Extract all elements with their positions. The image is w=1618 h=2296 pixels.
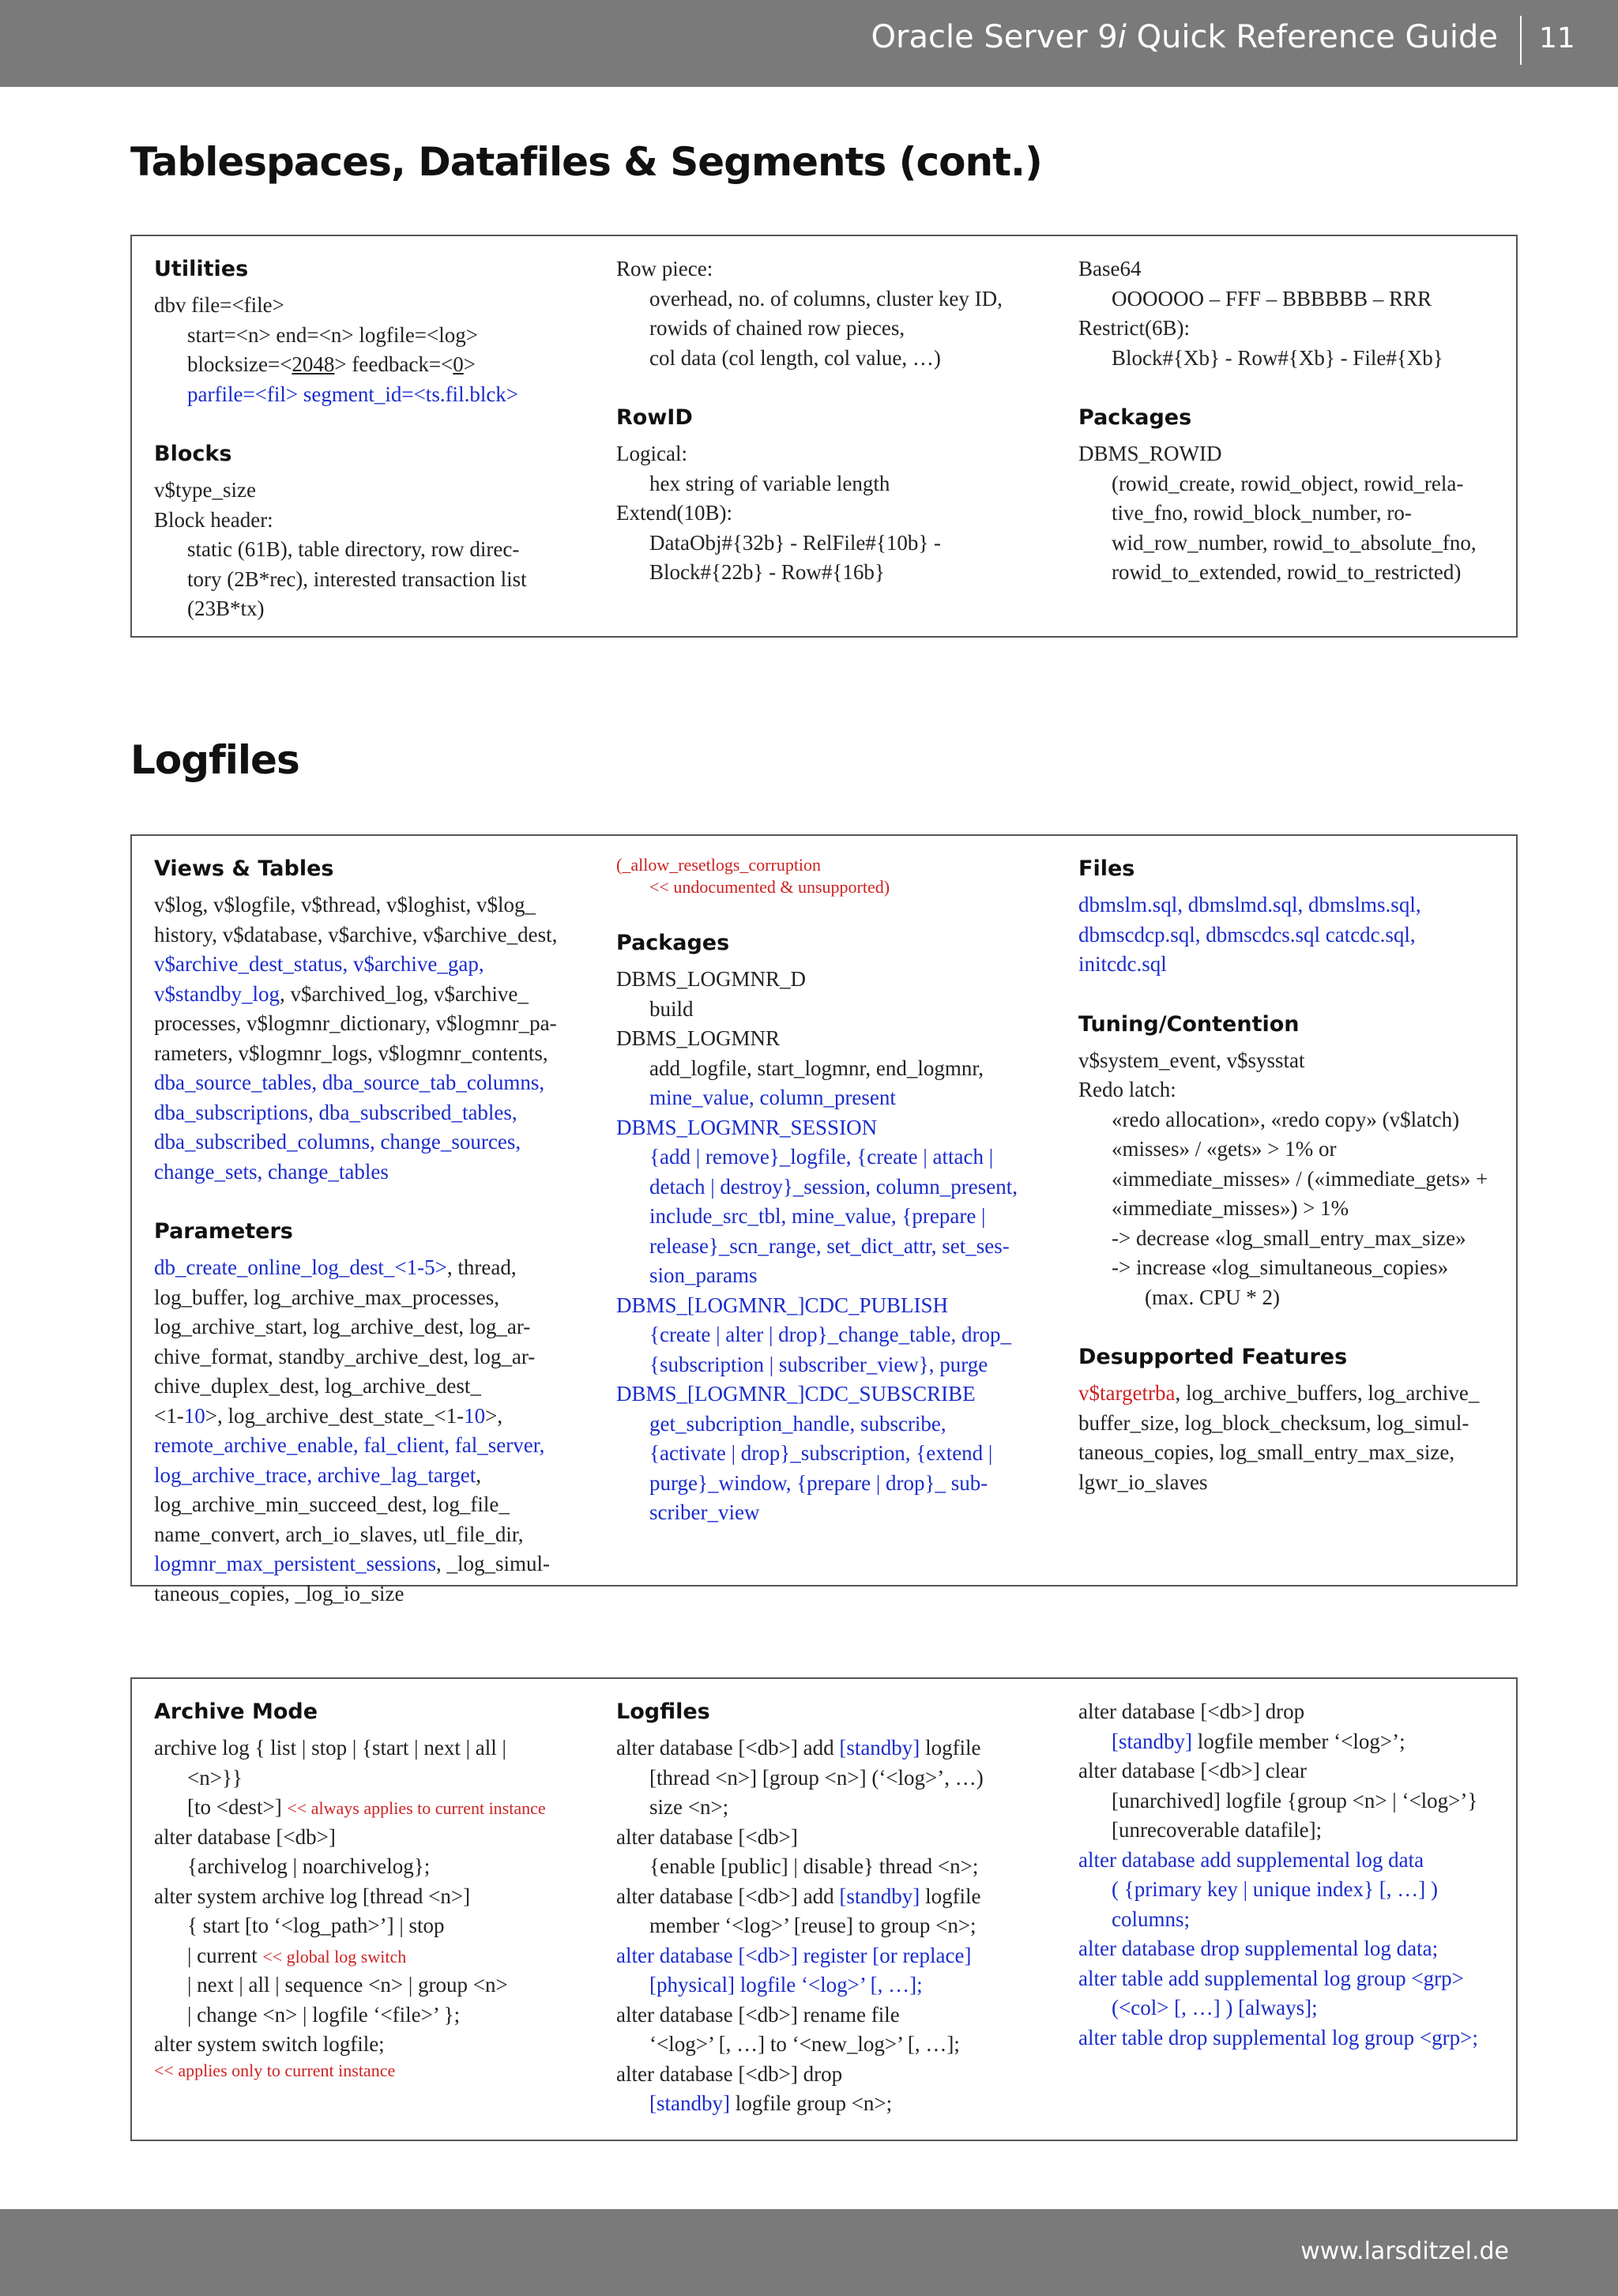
text-line: col data (col length, col value, …): [649, 345, 941, 370]
text-line: | change <n> | logfile ‘<file>’ };: [187, 2002, 461, 2027]
text-line: lgwr_io_slaves: [1078, 1470, 1208, 1494]
text-line: dbmslm.sql, dbmslmd.sql, dbmslms.sql,: [1078, 893, 1421, 917]
text-line: alter database [<db>]: [154, 1824, 336, 1849]
text-line: Row piece:: [616, 257, 713, 280]
text-line: v$system_event, v$sysstat: [1078, 1048, 1305, 1072]
text-line: (23B*tx): [187, 597, 265, 620]
logmnr-packages-column: [616, 855, 1059, 1529]
text-line: | current << global log switch: [187, 1943, 407, 1967]
text-line: change_sets, change_tables: [154, 1159, 389, 1184]
text-line: (max. CPU * 2): [1145, 1285, 1280, 1309]
text-line: <n>}}: [187, 1765, 243, 1790]
text-line: ( {primary key | unique index} [, …] ): [1112, 1877, 1438, 1901]
text-line: { start [to ‘<log_path>’] | stop: [187, 1914, 445, 1937]
text-line: <1-10>, log_archive_dest_state_<1-10>,: [154, 1403, 503, 1428]
logfiles-commands-column: [616, 1698, 1059, 2120]
text-line: static (61B), table directory, row direc-: [187, 537, 520, 561]
text-line: alter table add supplemental log group <grp>: [1078, 1966, 1464, 1990]
text-line: DBMS_[LOGMNR_]CDC_PUBLISH: [616, 1293, 949, 1317]
text-line: DBMS_ROWID: [1078, 442, 1222, 465]
text-line: log_archive_trace, archive_lag_target,: [154, 1462, 482, 1487]
text-line: (_allow_resetlogs_corruption: [616, 855, 822, 875]
text-line: «redo allocation», «redo copy» (v$latch): [1112, 1107, 1460, 1131]
archive-logfiles-box: [130, 1677, 1518, 2141]
text-line: dbv file=<file>: [154, 293, 284, 317]
text-line: purge}_window, {prepare | drop}_ sub-: [649, 1470, 988, 1495]
text-line: log_buffer, log_archive_max_processes,: [154, 1285, 500, 1309]
text-line: Redo latch:: [1078, 1078, 1176, 1101]
text-line: v$targetrba, log_archive_buffers, log_archive_: [1078, 1381, 1480, 1405]
text-line: {enable [public] | disable} thread <n>;: [649, 1854, 979, 1878]
text-line: «immediate_misses» / («immediate_gets» +: [1112, 1166, 1488, 1191]
desupported-heading: Desupported Features: [1078, 1345, 1348, 1369]
text-line: alter table drop supplemental log group <grp>;: [1078, 2025, 1478, 2049]
archive-mode-column: [154, 1698, 596, 2083]
text-line: << applies only to current instance: [154, 2060, 396, 2080]
text-line: alter database [<db>] add [standby] logfile: [616, 1736, 981, 1760]
text-line: blocksize=<2048> feedback=<0>: [187, 352, 476, 376]
text-line: dba_subscriptions, dba_subscribed_tables,: [154, 1100, 517, 1124]
text-line: history, v$database, v$archive, v$archive_dest,: [154, 922, 558, 947]
text-line: start=<n> end=<n> logfile=<log>: [187, 322, 478, 347]
text-line: [standby] logfile member ‘<log>’;: [1112, 1729, 1405, 1753]
text-line: << undocumented & unsupported): [649, 877, 890, 897]
page-footer: [0, 2209, 1618, 2296]
text-line: {add | remove}_logfile, {create | attach |: [649, 1145, 994, 1169]
text-line: member ‘<log>’ [reuse] to group <n>;: [649, 1914, 976, 1937]
files-heading: Files: [1078, 856, 1135, 881]
text-line: chive_format, standby_archive_dest, log_ar-: [154, 1344, 536, 1368]
text-line: size <n>;: [649, 1795, 729, 1819]
tuning-heading: Tuning/Contention: [1078, 1011, 1300, 1037]
base64-column: [1078, 255, 1521, 589]
files-column: [1078, 855, 1521, 1498]
text-line: {archivelog | noarchivelog};: [187, 1854, 431, 1878]
text-line: [to <dest>] << always applies to current instance: [187, 1795, 546, 1819]
text-line: alter database [<db>]: [616, 1824, 798, 1849]
rowpiece-column: [616, 255, 1059, 589]
text-line: processes, v$logmnr_dictionary, v$logmnr_pa-: [154, 1011, 557, 1035]
text-line: {activate | drop}_subscription, {extend |: [649, 1441, 993, 1465]
text-line: «immediate_misses») > 1%: [1112, 1196, 1349, 1220]
parameters-heading: Parameters: [154, 1219, 293, 1244]
text-line: [unrecoverable datafile];: [1112, 1818, 1323, 1842]
text-line: ‘<log>’ [, …] to ‘<new_log>’ [, …];: [649, 2032, 960, 2056]
text-line: columns;: [1112, 1906, 1190, 1931]
text-line: overhead, no. of columns, cluster key ID,: [649, 286, 1003, 311]
text-line: Extend(10B):: [616, 501, 732, 525]
text-line: chive_duplex_dest, log_archive_dest_: [154, 1374, 481, 1398]
text-line: «misses» / «gets» > 1% or: [1112, 1137, 1337, 1161]
utilities-heading: Utilities: [154, 257, 249, 281]
page-number: 11: [1539, 22, 1575, 55]
text-line: alter system archive log [thread <n>]: [154, 1884, 471, 1908]
text-line: alter database [<db>] drop: [616, 2061, 843, 2086]
text-line: Block header:: [154, 507, 273, 532]
text-line: hex string of variable length: [649, 471, 890, 495]
text-line: initcdc.sql: [1078, 952, 1167, 976]
text-line: rameters, v$logmnr_logs, v$logmnr_contents,: [154, 1041, 548, 1065]
text-line: detach | destroy}_session, column_present,: [649, 1174, 1018, 1199]
text-line: alter database [<db>] clear: [1078, 1759, 1308, 1782]
tablespaces-box: [130, 235, 1518, 638]
text-line: DBMS_LOGMNR_SESSION: [616, 1115, 878, 1139]
text-line: rowid_to_extended, rowid_to_restricted): [1112, 560, 1462, 584]
text-line: wid_row_number, rowid_to_absolute_fno,: [1112, 530, 1477, 555]
text-line: dbmscdcp.sql, dbmscdcs.sql catcdc.sql,: [1078, 922, 1416, 947]
text-line: DBMS_[LOGMNR_]CDC_SUBSCRIBE: [616, 1382, 976, 1406]
text-line: buffer_size, log_block_checksum, log_simul-: [1078, 1410, 1469, 1435]
text-line: Block#{Xb} - Row#{Xb} - File#{Xb}: [1112, 345, 1443, 370]
text-line: alter database [<db>] add [standby] logfile: [616, 1884, 981, 1908]
text-line: add_logfile, start_logmnr, end_logmnr,: [649, 1056, 984, 1080]
text-line: DBMS_LOGMNR: [616, 1026, 781, 1050]
text-line: rowids of chained row pieces,: [649, 316, 905, 340]
text-line: [unarchived] logfile {group <n> | ‘<log>’}: [1112, 1788, 1478, 1812]
text-line: v$type_size: [154, 478, 256, 502]
text-line: dba_source_tables, dba_source_tab_columns,: [154, 1071, 545, 1094]
text-line: -> increase «log_simultaneous_copies»: [1112, 1255, 1449, 1279]
text-line: [thread <n>] [group <n>] (‘<log>’, …): [649, 1765, 984, 1790]
footer-url: www.larsditzel.de: [1300, 2238, 1509, 2265]
views-heading: Views & Tables: [154, 856, 334, 881]
text-line: include_src_tbl, mine_value, {prepare |: [649, 1204, 986, 1228]
text-line: get_subcription_handle, subscribe,: [649, 1411, 946, 1436]
packages-heading: Packages: [1078, 405, 1192, 430]
text-line: DBMS_LOGMNR_D: [616, 967, 807, 991]
rowid-heading: RowID: [616, 405, 693, 430]
text-line: taneous_copies, log_small_entry_max_size,: [1078, 1440, 1455, 1464]
text-line: OOOOOO – FFF – BBBBBB – RRR: [1112, 286, 1432, 311]
text-line: -> decrease «log_small_entry_max_size»: [1112, 1225, 1466, 1250]
text-line: scriber_view: [649, 1500, 760, 1524]
text-line: DataObj#{32b} - RelFile#{10b} -: [649, 530, 942, 555]
text-line: v$standby_log, v$archived_log, v$archive_: [154, 981, 529, 1006]
text-line: {subscription | subscriber_view}, purge: [649, 1352, 988, 1376]
text-line: [physical] logfile ‘<log>’ [, …];: [649, 1973, 923, 1997]
text-line: alter system switch logfile;: [154, 2032, 385, 2056]
text-line: (<col> [, …] ) [always];: [1112, 1996, 1318, 2019]
text-line: mine_value, column_present: [649, 1086, 896, 1109]
utilities-column: [154, 255, 596, 625]
text-line: alter database drop supplemental log data;: [1078, 1937, 1439, 1960]
text-line: Logical:: [616, 442, 687, 465]
text-line: {create | alter | drop}_change_table, drop_: [649, 1323, 1012, 1346]
text-line: (rowid_create, rowid_object, rowid_rela-: [1112, 471, 1464, 495]
header-separator: [1520, 16, 1522, 65]
logfiles-heading: Logfiles: [616, 1699, 710, 1724]
text-line: v$log, v$logfile, v$thread, v$loghist, v$log_: [154, 893, 536, 917]
text-line: sion_params: [649, 1263, 758, 1287]
text-line: [standby] logfile group <n>;: [649, 2091, 893, 2115]
text-line: archive log { list | stop | {start | next | all |: [154, 1736, 506, 1760]
text-line: alter database [<db>] register [or replace]: [616, 1943, 972, 1967]
text-line: build: [649, 996, 694, 1021]
text-line: Block#{22b} - Row#{16b}: [649, 560, 885, 584]
text-line: | next | all | sequence <n> | group <n>: [187, 1973, 508, 1997]
page-header: [0, 0, 1618, 87]
supplemental-column: [1078, 1698, 1521, 2053]
blocks-heading: Blocks: [154, 442, 232, 466]
text-line: parfile=<fil> segment_id=<ts.fil.blck>: [187, 382, 519, 406]
text-line: alter database add supplemental log data: [1078, 1847, 1424, 1872]
text-line: tory (2B*rec), interested transaction list: [187, 566, 527, 591]
text-line: dba_subscribed_columns, change_sources,: [154, 1130, 521, 1154]
logmnr-packages-heading: Packages: [616, 931, 730, 955]
section-title-tablespaces: Tablespaces, Datafiles & Segments (cont.): [130, 139, 1042, 185]
text-line: taneous_copies, _log_io_size: [154, 1581, 404, 1605]
text-line: logmnr_max_persistent_sessions, _log_simul-: [154, 1552, 550, 1575]
text-line: release}_scn_range, set_dict_attr, set_ses-: [649, 1233, 1010, 1258]
text-line: log_archive_start, log_archive_dest, log_ar-: [154, 1315, 531, 1338]
text-line: alter database [<db>] drop: [1078, 1699, 1305, 1723]
logfiles-box: [130, 834, 1518, 1605]
text-line: remote_archive_enable, fal_client, fal_server,: [154, 1433, 545, 1457]
text-line: db_create_online_log_dest_<1-5>, thread,: [154, 1255, 517, 1279]
text-line: tive_fno, rowid_block_number, ro-: [1112, 501, 1412, 525]
text-line: Restrict(6B):: [1078, 316, 1190, 340]
text-line: name_convert, arch_io_slaves, utl_file_dir,: [154, 1522, 524, 1546]
section-title-logfiles: Logfiles: [130, 737, 299, 783]
views-column: [154, 855, 596, 1609]
archive-mode-heading: Archive Mode: [154, 1699, 318, 1724]
guide-title: Oracle Server 9i Quick Reference Guide: [871, 19, 1498, 55]
text-line: log_archive_min_succeed_dest, log_file_: [154, 1492, 510, 1516]
text-line: v$archive_dest_status, v$archive_gap,: [154, 952, 484, 976]
text-line: alter database [<db>] rename file: [616, 2002, 900, 2027]
text-line: Base64: [1078, 257, 1142, 280]
